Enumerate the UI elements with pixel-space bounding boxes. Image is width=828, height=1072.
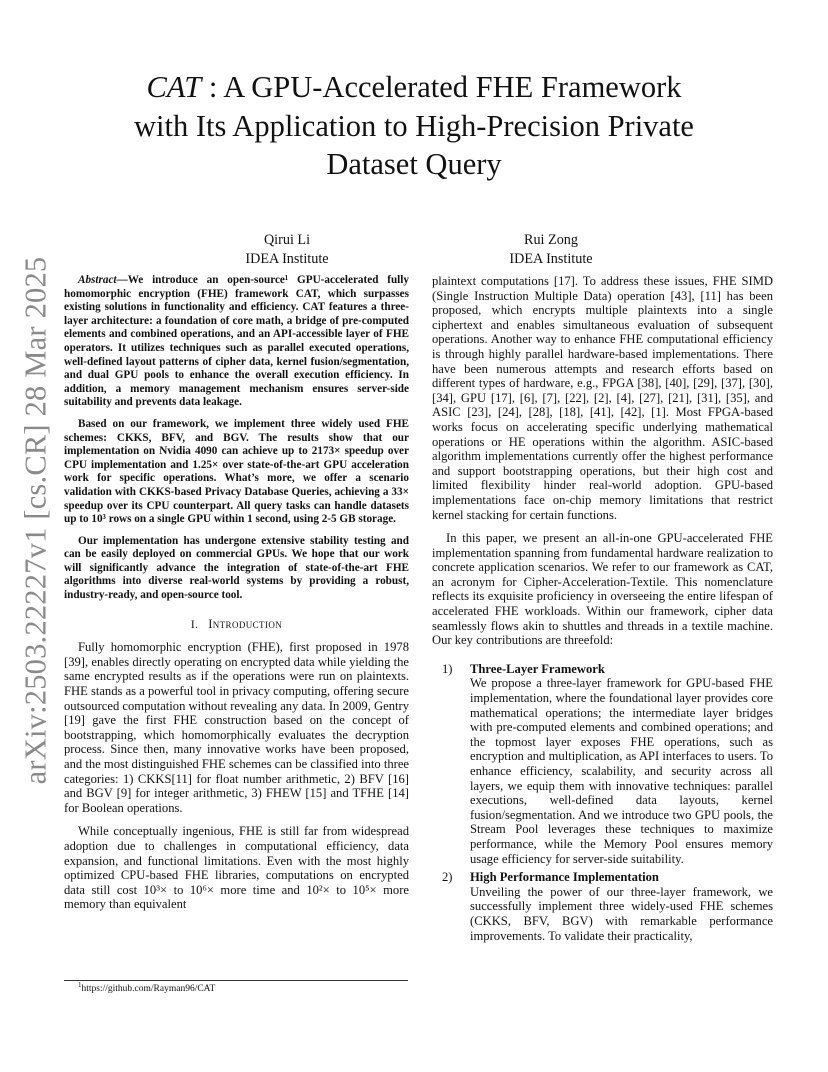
paper-title: [80, 68, 748, 184]
arxiv-identifier-text: arXiv:2503.22227v1 [cs.CR] 28 Mar 2025: [18, 256, 53, 784]
contribution-number: 1): [442, 661, 453, 676]
title-framework-name: CAT: [146, 70, 202, 104]
intro-paragraph-4: In this paper, we present an all-in-one GPU-accelerated FHE implementation spanning from fundamental hardware realization to concrete application scenarios. We refer to our framework as CAT, an acronym for Cipher-Acceleration-Textile. This nomenclature reflects its exquisite proficiency in overseeing the entire lifespan of accelerated FHE workloads. Within our framework, cipher data seamlessly flows akin to shuttles and threads in a textile machine. Our key contributions are threefold:: [432, 531, 773, 648]
contributions-list: [432, 662, 773, 943]
section-title: Introduction: [208, 616, 283, 631]
title-line-1: [80, 68, 748, 107]
author-2-name: Rui Zong: [524, 232, 578, 248]
intro-paragraph-1: Fully homomorphic encryption (FHE), first proposed in 1978 [39], enables directly operating on encrypted data while yielding the same encrypted results as if the operations were run on plaintexts. FHE stands as a powerful tool in privacy computing, offering secure outsourced computation without revealing any data. In 2009, Gentry [19] gave the first FHE construction based on the concept of bootstrapping, which homomorphically evaluates the decryption process. Since then, many innovative works have been proposed, and the most distinguished FHE schemes can be classified into three categories: 1) CKKS[11] for float number arithmetic, 2) BFV [16] and BGV [9] for integer arithmetic, 3) FHEW [15] and TFHE [14] for Boolean operations.: [64, 640, 409, 815]
abstract-label: Abstract: [78, 274, 117, 286]
contribution-body: [470, 870, 773, 943]
contribution-text: Unveiling the power of our three-layer framework, we successfully implement three widely-used FHE schemes (CKKS, BFV, BGV) with remarkable performance improvements. To validate their practicality,: [470, 884, 773, 943]
right-column: [432, 274, 773, 943]
contribution-item: [432, 662, 773, 866]
section-number: I.: [190, 618, 199, 631]
contribution-body: [470, 662, 773, 866]
intro-paragraph-2: While conceptually ingenious, FHE is still far from widespread adoption due to challenges in computational efficiency, data expansion, and functional limitations. Even with the most highly optimized CPU-based FHE libraries, computations on encrypted data still cost 10³× to 10⁶× more time and 10²× to 10⁵× more memory than equivalent: [64, 824, 409, 912]
footnote-link[interactable]: https://github.com/Rayman96/CAT: [81, 984, 216, 994]
contribution-number: 2): [442, 870, 453, 885]
abstract-paragraph-3: Our implementation has undergone extensive stability testing and can be easily deployed on commercial GPUs. We hope that our work will significantly advance the integration of state-of-the-art FHE algorithms into diverse real-world systems by providing a robust, industry-ready, and open-source tool.: [64, 534, 409, 602]
contribution-heading: High Performance Implementation: [470, 870, 659, 885]
contribution-heading: Three-Layer Framework: [470, 661, 605, 676]
abstract-paragraph-1-text: —We introduce an open-source¹ GPU-accelerated fully homomorphic encryption (FHE) framework CAT, which surpasses existing solutions in functionality and efficiency. CAT features a three-layer architecture: a foundation of core math, a bridge of pre-computed elements and combined operations, and an API-accessible layer of FHE operators. It utilizes techniques such as parallel executed operations, well-defined layout patterns of cipher data, kernel fusion/segmentation, and dual GPU pools to enhance the overall execution efficiency. In addition, a memory management mechanism ensures server-side suitability and prevents data leakage.: [64, 274, 409, 409]
abstract: [64, 274, 409, 603]
author-1-affiliation: IDEA Institute: [245, 251, 329, 267]
footnote-rule: [64, 980, 408, 981]
title-line-3: Dataset Query: [326, 147, 502, 181]
footnote-mark: 1: [78, 980, 82, 989]
section-heading-introduction: [64, 617, 409, 633]
title-line-2: with Its Application to High-Precision Private: [134, 108, 694, 143]
left-column: [64, 274, 409, 912]
footnote: [78, 980, 216, 995]
arxiv-identifier: [14, 256, 58, 784]
author-2: [451, 231, 651, 269]
abstract-paragraph-1: [64, 274, 409, 410]
contribution-item: [432, 870, 773, 943]
contribution-text: We propose a three-layer framework for GPU-based FHE implementation, where the foundational layer provides core mathematical operations; the intermediate layer bridges with pre-computed elements and combined operations; and the topmost layer exposes FHE operations, such as encryption and multiplication, as API interfaces to users. To enhance efficiency, scalability, and security across all layers, we equip them with innovative techniques: parallel executions, well-defined data layouts, kernel fusion/segmentation. And we introduce two GPU pools, the Stream Pool leverages these techniques to maximize performance, while the Memory Pool ensures memory usage efficiency for server-side suitability.: [470, 676, 773, 866]
title-line-1-rest: : A GPU-Accelerated FHE Framework: [201, 70, 682, 104]
abstract-paragraph-2: Based on our framework, we implement three widely used FHE schemes: CKKS, BFV, and BGV. The results show that our implementation on Nvidia 4090 can achieve up to 2173× speedup over CPU implementation and 1.25× over state-of-the-art GPU acceleration work for specific operations. What’s more, we offer a scenario validation with CKKS-based Privacy Database Queries, achieving a 33× speedup over its CPU counterpart. All query tasks can handle datasets up to 10³ rows on a single GPU within 1 second, using 2-5 GB storage.: [64, 417, 409, 526]
intro-paragraph-3: plaintext computations [17]. To address these issues, FHE SIMD (Single Instruction Multiple Data) operation [43], [11] has been proposed, which encrypts multiple plaintexts into a single ciphertext and enables simultaneous evaluation of subsequent operations. Another way to enhance FHE computational efficiency is through highly parallel hardware-based implementations. There have been numerous attempts and research efforts based on different types of hardware, e.g., FPGA [38], [40], [29], [37], [30], [34], GPU [17], [6], [7], [22], [2], [4], [27], [21], [31], [35], and ASIC [23], [24], [28], [18], [41], [42], [1]. Most FPGA-based works focus on accelerating specific underlying mathematical operations or HE operations within the algorithm. ASIC-based algorithm implementations currently offer the highest performance and support bootstrapping operations, but their high cost and limited flexibility hinder real-world adoption. GPU-based implementations face on-chip memory limitations that restrict kernel stacking for certain functions.: [432, 274, 773, 522]
author-2-affiliation: IDEA Institute: [509, 251, 593, 267]
author-1: [187, 231, 387, 269]
author-1-name: Qirui Li: [263, 232, 311, 248]
